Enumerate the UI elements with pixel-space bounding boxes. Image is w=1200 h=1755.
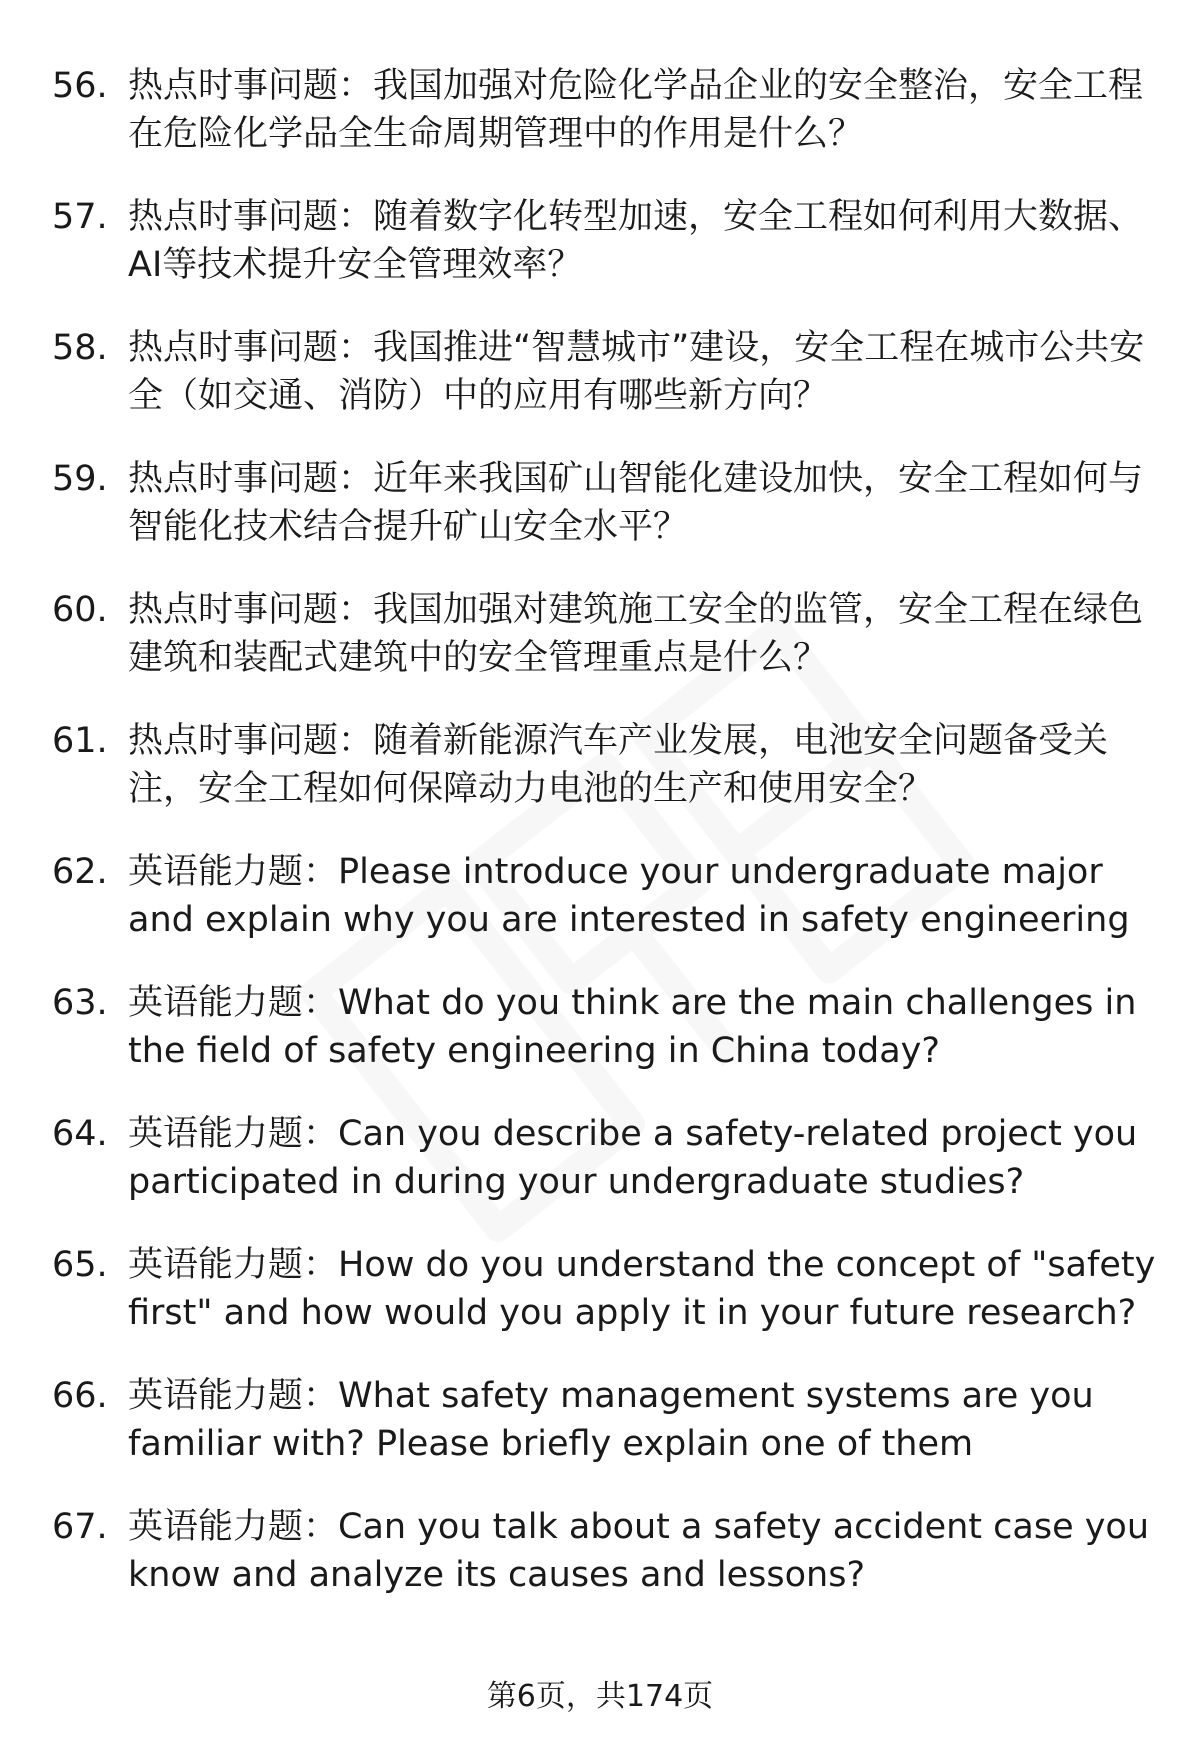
question-item-66 [52, 1372, 1162, 1468]
question-text: 热点时事问题：我国推进“智慧城市”建设，安全工程在城市公共安全（如交通、消防）中的应用有哪些新方向？ [128, 328, 1145, 416]
question-number: 57. [52, 197, 108, 237]
question-item-64 [52, 1110, 1162, 1206]
question-text: 英语能力题：Can you describe a safety-related project you participated in during your undergraduate studies? [128, 1114, 1138, 1202]
page-number-label: 第6页，共174页 [486, 1679, 714, 1714]
question-text: 英语能力题：What safety management systems are you familiar with? Please briefly explain one of them [128, 1376, 1094, 1464]
question-item-60 [52, 586, 1162, 682]
question-number: 65. [52, 1245, 108, 1285]
question-number: 60. [52, 590, 108, 630]
question-text: 热点时事问题：随着新能源汽车产业发展，电池安全问题备受关注，安全工程如何保障动力电池的生产和使用安全？ [128, 721, 1109, 809]
question-item-59 [52, 455, 1162, 551]
question-text: 英语能力题：What do you think are the main challenges in the field of safety engineering in China today? [128, 983, 1137, 1071]
question-list [52, 62, 1162, 1634]
question-number: 63. [52, 983, 108, 1023]
question-item-57 [52, 193, 1162, 289]
question-number: 66. [52, 1376, 108, 1416]
question-text: 热点时事问题：我国加强对建筑施工安全的监管，安全工程在绿色建筑和装配式建筑中的安全管理重点是什么？ [128, 590, 1144, 678]
question-number: 62. [52, 852, 108, 892]
question-item-67 [52, 1503, 1162, 1599]
question-item-63 [52, 979, 1162, 1075]
question-item-65 [52, 1241, 1162, 1337]
question-number: 61. [52, 721, 108, 761]
question-number: 56. [52, 66, 108, 106]
question-text: 热点时事问题：随着数字化转型加速，安全工程如何利用大数据、AI等技术提升安全管理效率？ [128, 197, 1144, 285]
question-number: 59. [52, 459, 108, 499]
question-text: 英语能力题：Please introduce your undergraduate major and explain why you are interested in safety engineering [128, 852, 1130, 940]
question-item-56 [52, 62, 1162, 158]
question-text: 热点时事问题：近年来我国矿山智能化建设加快，安全工程如何与智能化技术结合提升矿山安全水平？ [128, 459, 1144, 547]
question-text: 英语能力题：How do you understand the concept of "safety first" and how would you apply it in your future research? [128, 1245, 1156, 1333]
question-number: 64. [52, 1114, 108, 1154]
question-text: 热点时事问题：我国加强对危险化学品企业的安全整治，安全工程在危险化学品全生命周期管理中的作用是什么？ [128, 66, 1144, 154]
page-footer [0, 1677, 1200, 1717]
question-item-62 [52, 848, 1162, 944]
question-number: 67. [52, 1507, 108, 1547]
question-number: 58. [52, 328, 108, 368]
question-item-58 [52, 324, 1162, 420]
question-item-61 [52, 717, 1162, 813]
question-text: 英语能力题：Can you talk about a safety accident case you know and analyze its causes and lessons? [128, 1507, 1150, 1595]
